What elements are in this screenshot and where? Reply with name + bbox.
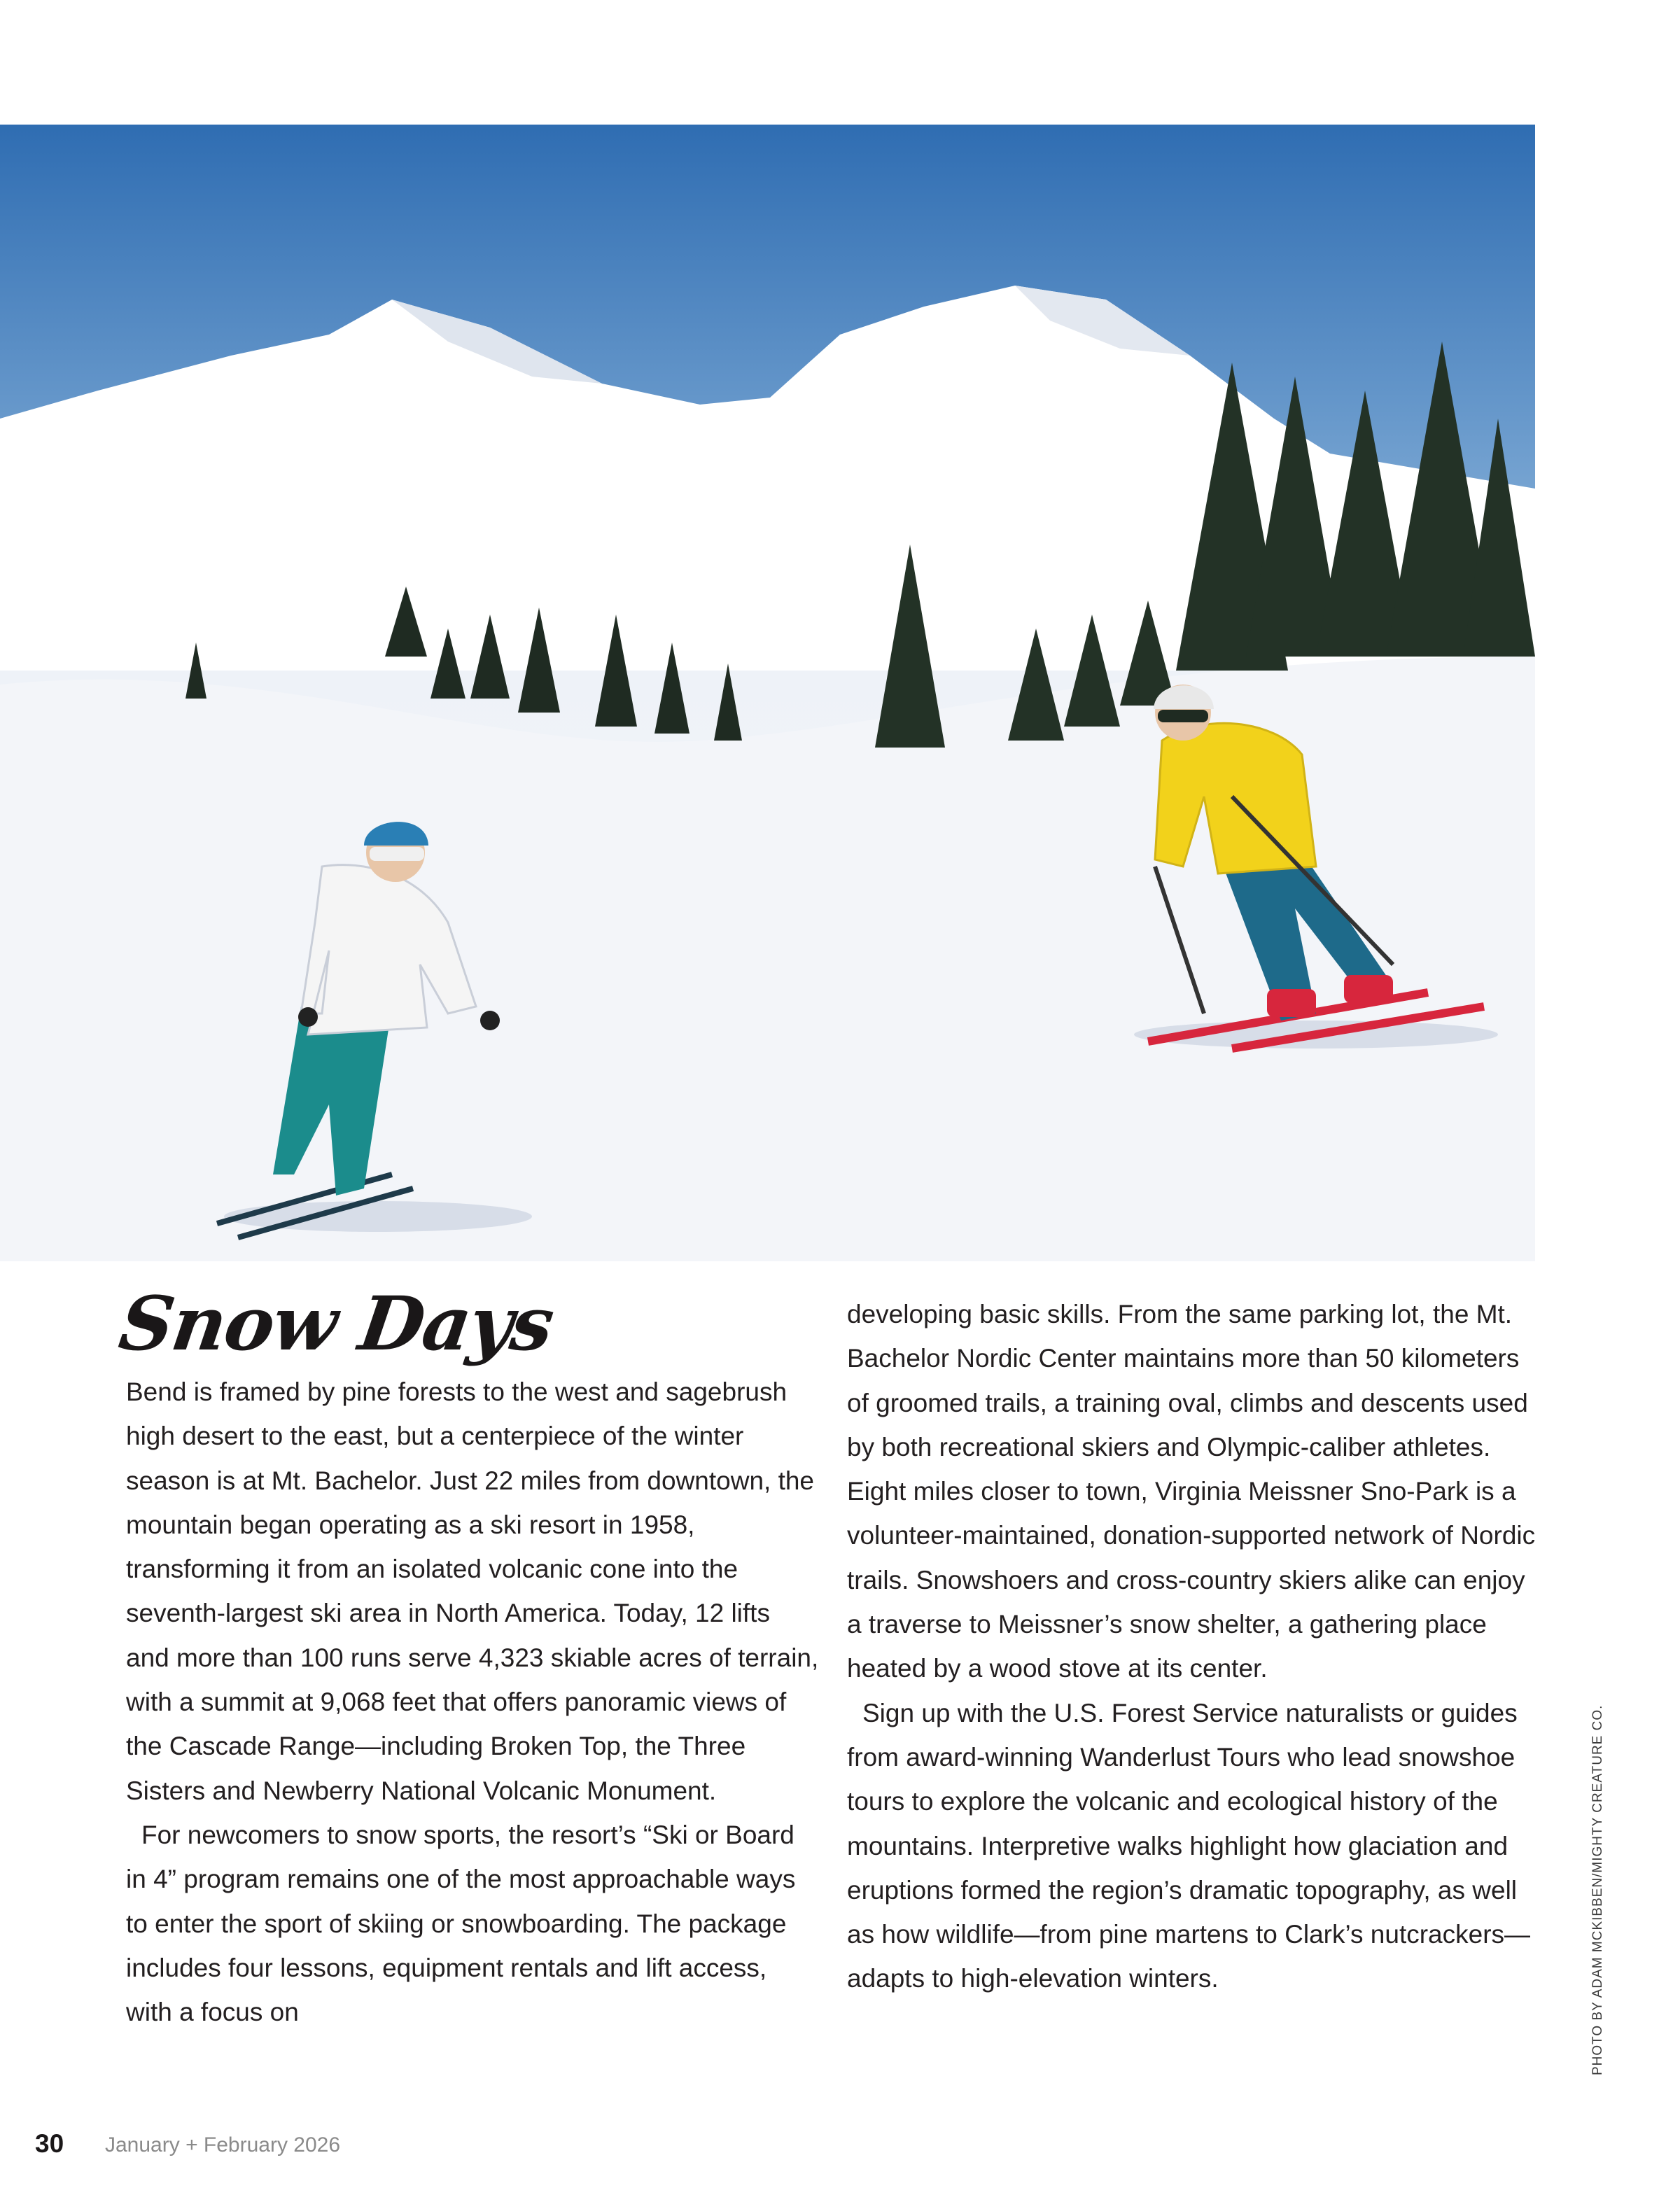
paragraph-1: Bend is framed by pine forests to the west and sagebrush high desert to the east, but a centerpiece of the winter season is at Mt. Bachelor. Just 22 miles from downtown, the mountain began operating as a ski resort in 1958, transforming it from an isolated volcanic cone into the seventh-largest ski area in North America. Today, 12 lifts and more than 100 runs serve 4,323 skiable acres of terrain, with a summit at 9,068 feet that offers panoramic views of the Cascade Range—including Broken Top, the Three Sisters and Newberry National Volcanic Monument.: [126, 1377, 819, 1805]
article-headline: Snow Days: [114, 1279, 559, 1367]
article-column-left: [126, 1370, 819, 2034]
issue-date: January + February 2026: [105, 2133, 341, 2157]
photo-credit: PHOTO BY ADAM MCKIBBEN/MIGHTY CREATURE CO.: [1590, 1704, 1605, 2075]
paragraph-4: Sign up with the U.S. Forest Service naturalists or guides from award-winning Wanderlust Tours who lead snowshoe tours to explore the volcanic and ecological history of the mountains. Interpretive walks highlight how glaciation and eruptions formed the region’s dramatic topography, as well as how wildlife—from pine martens to Clark’s nutcrackers—adapts to high-elevation winters.: [847, 1698, 1531, 1993]
paragraph-2: For newcomers to snow sports, the resort’s “Ski or Board in 4” program remains one of the most approachable ways to enter the sport of skiing or snowboarding. The package includes four lessons, equipment rentals and lift access, with a focus on: [126, 1820, 796, 2027]
hero-photo: [0, 125, 1535, 1261]
page-number: 30: [35, 2129, 64, 2158]
article-column-right: [847, 1292, 1540, 2001]
paragraph-3: developing basic skills. From the same parking lot, the Mt. Bachelor Nordic Center maintains more than 50 kilometers of groomed trails, a training oval, climbs and descents used by both recreational skiers and Olympic-caliber athletes. Eight miles closer to town, Virginia Meissner Sno-Park is a volunteer-maintained, donation-supported network of Nordic trails. Snowshoers and cross-country skiers alike can enjoy a traverse to Meissner’s snow shelter, a gathering place heated by a wood stove at its center.: [847, 1300, 1536, 1683]
skiers-illustration: [0, 125, 1535, 1261]
